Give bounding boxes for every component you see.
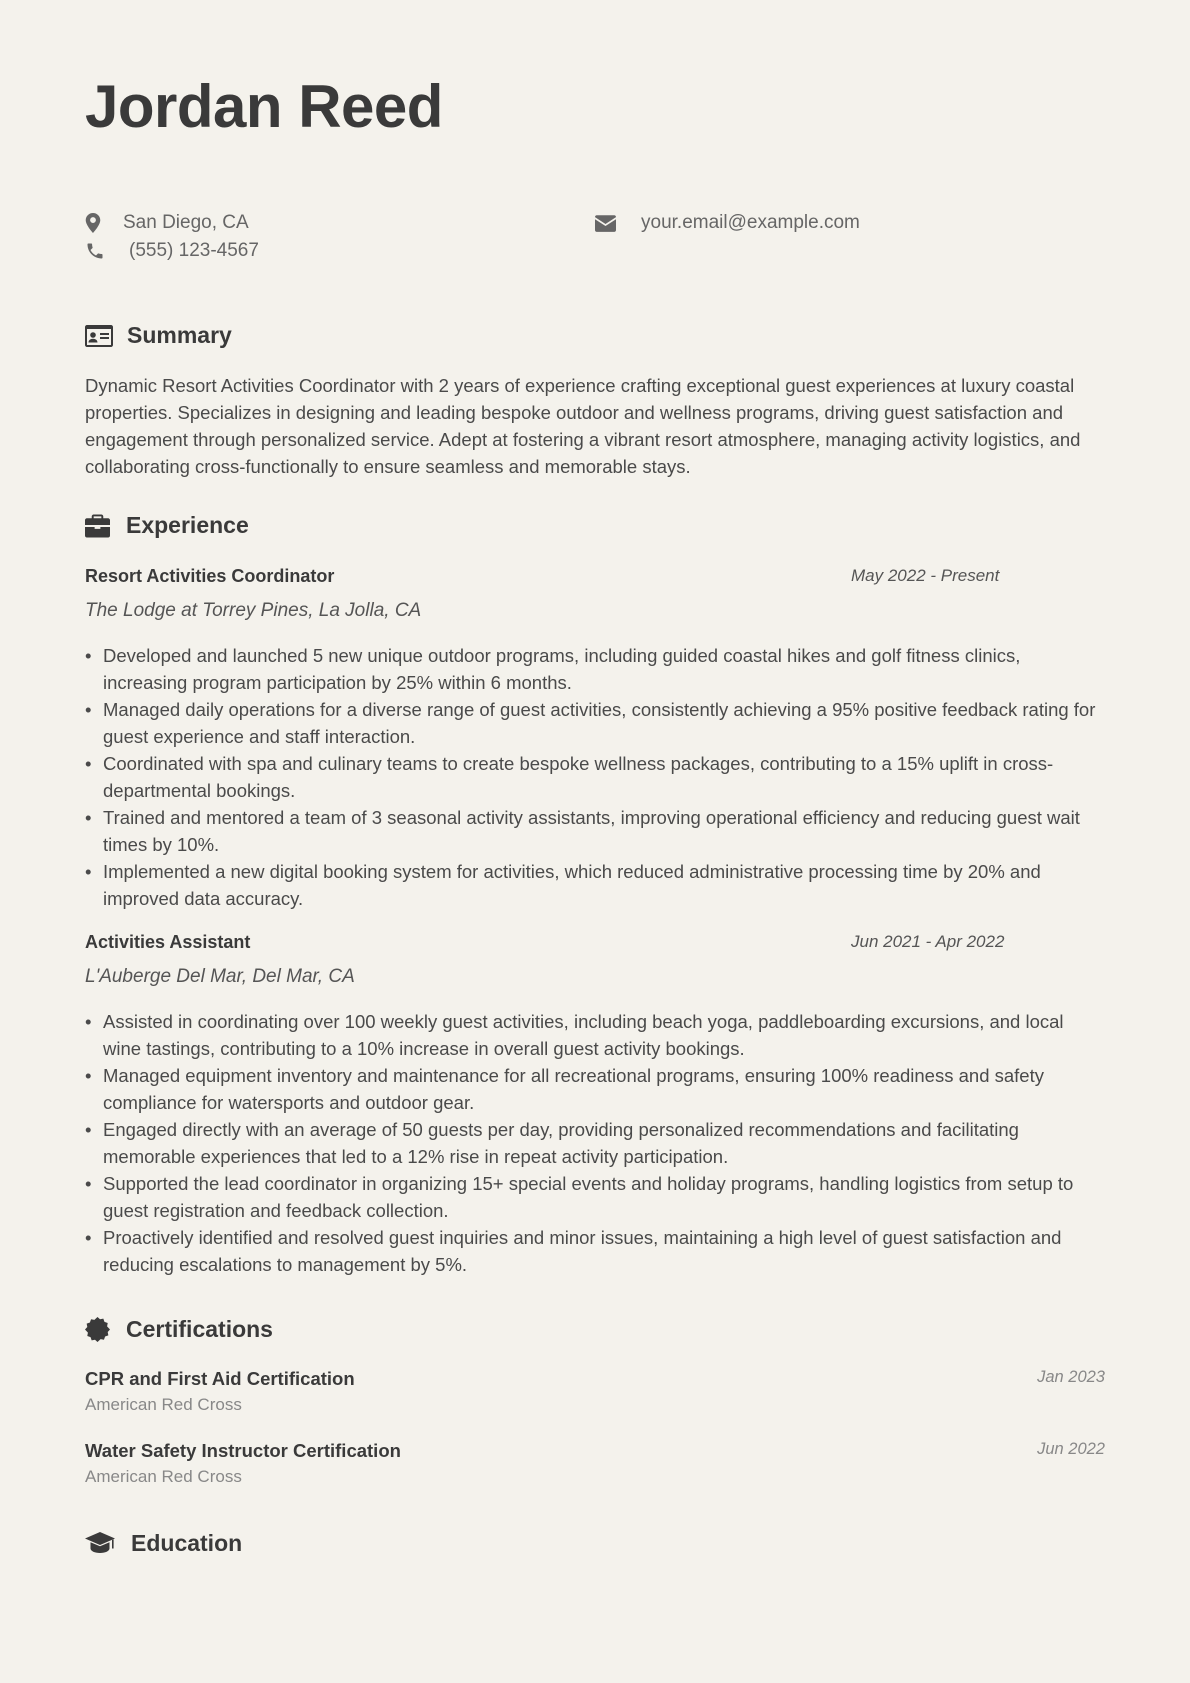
list-item: • Engaged directly with an average of 50 guests per day, providing personalized recommendations and facilitating memorable experiences that led to a 12% rise in repeat activity participation.	[85, 1116, 1105, 1170]
job-title: Activities Assistant	[85, 932, 251, 952]
candidate-name: Jordan Reed	[85, 73, 443, 140]
location-text: San Diego, CA	[123, 212, 249, 233]
email-text[interactable]: your.email@example.com	[641, 212, 860, 233]
contact-email	[595, 212, 860, 234]
briefcase-icon	[85, 514, 110, 538]
section-summary-header	[85, 322, 232, 349]
certificate-badge-icon	[85, 1317, 110, 1342]
job-bullets	[85, 642, 1105, 912]
graduation-cap-icon	[85, 1532, 115, 1556]
contact-location	[85, 212, 249, 234]
list-item: • Managed daily operations for a diverse range of guest activities, consistently achieving a 95% positive feedback rating for guest experience and staff interaction.	[85, 696, 1105, 750]
section-education-header	[85, 1530, 242, 1557]
list-item: • Supported the lead coordinator in organizing 15+ special events and holiday programs, handling logistics from setup to guest registration and feedback collection.	[85, 1170, 1105, 1224]
certification-org: American Red Cross	[85, 1467, 242, 1486]
section-certifications-header	[85, 1316, 273, 1343]
list-item: • Assisted in coordinating over 100 weekly guest activities, including beach yoga, paddleboarding excursions, and local wine tastings, contributing to a 10% increase in overall guest activity bookings.	[85, 1008, 1105, 1062]
certification-date: Jan 2023	[1037, 1368, 1105, 1386]
job-dates: May 2022 - Present	[851, 566, 1000, 585]
section-experience-header	[85, 512, 249, 539]
certification-date: Jun 2022	[1037, 1440, 1105, 1458]
job-company: L'Auberge Del Mar, Del Mar, CA	[85, 966, 355, 987]
phone-text: (555) 123-4567	[129, 240, 259, 261]
map-marker-icon	[85, 213, 101, 233]
list-item: • Proactively identified and resolved guest inquiries and minor issues, maintaining a high level of guest satisfaction and reducing escalations to management by 5%.	[85, 1224, 1105, 1278]
envelope-icon	[595, 215, 616, 232]
section-title: Experience	[126, 512, 249, 538]
job-bullets	[85, 1008, 1105, 1278]
certification-name: CPR and First Aid Certification	[85, 1368, 355, 1389]
summary-text: Dynamic Resort Activities Coordinator with 2 years of experience crafting exceptional guest experiences at luxury coastal properties. Specializes in designing and leading bespoke outdoor and wellness programs, driving guest satisfaction and engagement through personalized service. Adept at fostering a vibrant resort atmosphere, managing activity logistics, and collaborating cross-functionally to ensure seamless and memorable stays.	[85, 375, 1081, 477]
list-item: • Developed and launched 5 new unique outdoor programs, including guided coastal hikes and golf fitness clinics, increasing program participation by 25% within 6 months.	[85, 642, 1105, 696]
section-title: Summary	[127, 322, 232, 348]
list-item: • Coordinated with spa and culinary teams to create bespoke wellness packages, contributing to a 15% uplift in cross-departmental bookings.	[85, 750, 1105, 804]
certification-name: Water Safety Instructor Certification	[85, 1440, 401, 1461]
section-title: Certifications	[126, 1316, 273, 1342]
phone-icon	[85, 241, 105, 261]
job-dates: Jun 2021 - Apr 2022	[851, 932, 1005, 951]
list-item: • Managed equipment inventory and maintenance for all recreational programs, ensuring 100% readiness and safety compliance for watersports and outdoor gear.	[85, 1062, 1105, 1116]
section-title: Education	[131, 1530, 243, 1556]
id-card-icon	[85, 323, 113, 349]
list-item: • Implemented a new digital booking system for activities, which reduced administrative processing time by 20% and improved data accuracy.	[85, 858, 1105, 912]
list-item: • Trained and mentored a team of 3 seasonal activity assistants, improving operational efficiency and reducing guest wait times by 10%.	[85, 804, 1105, 858]
job-title: Resort Activities Coordinator	[85, 566, 335, 586]
contact-phone	[85, 240, 259, 262]
certification-org: American Red Cross	[85, 1395, 242, 1414]
job-company: The Lodge at Torrey Pines, La Jolla, CA	[85, 600, 422, 621]
